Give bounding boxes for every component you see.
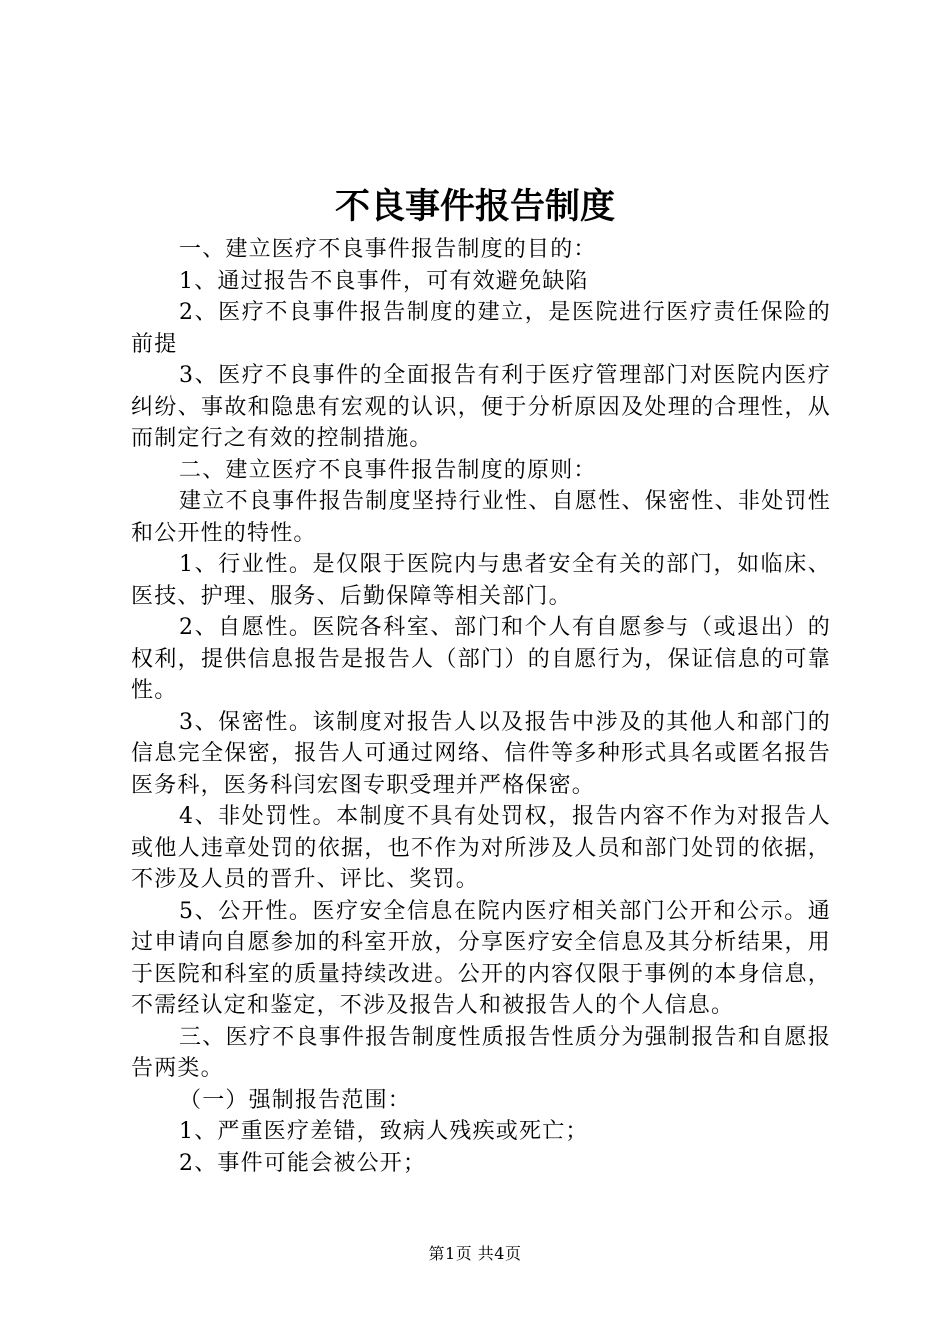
section-heading-purpose: 一、建立医疗不良事件报告制度的目的： <box>179 237 597 262</box>
page-indicator: 第1页 共4页 <box>428 1244 522 1263</box>
paragraph: 建立不良事件报告制度坚持行业性、自愿性、保密性、非处罚性和公开性的特性。 <box>131 489 831 546</box>
paragraph: 2、自愿性。医院各科室、部门和个人有自愿参与（或退出）的权利，提供信息报告是报告人（部门）的自愿行为，保证信息的可靠性。 <box>131 615 831 703</box>
document-body <box>131 234 831 1179</box>
paragraph: 3、医疗不良事件的全面报告有利于医疗管理部门对医院内医疗纠纷、事故和隐患有宏观的认识，便于分析原因及处理的合理性，从而制定行之有效的控制措施。 <box>131 363 831 451</box>
subsection-heading-mandatory: （一）强制报告范围： <box>179 1087 412 1113</box>
list-item: 1、严重医疗差错，致病人残疾或死亡； <box>179 1119 589 1144</box>
paragraph: 3、保密性。该制度对报告人以及报告中涉及的其他人和部门的信息完全保密，报告人可通过网络、信件等多种形式具名或匿名报告医务科，医务科闫宏图专职受理并严格保密。 <box>131 709 831 798</box>
paragraph: 1、行业性。是仅限于医院内与患者安全有关的部门，如临床、医技、护理、服务、后勤保障等相关部门。 <box>131 552 831 609</box>
paragraph: 4、非处罚性。本制度不具有处罚权，报告内容不作为对报告人或他人违章处罚的依据，也不作为对所涉及人员和部门处罚的依据，不涉及人员的晋升、评比、奖罚。 <box>131 804 831 892</box>
list-item: 2、事件可能会被公开； <box>179 1150 427 1176</box>
paragraph: 2、医疗不良事件报告制度的建立，是医院进行医疗责任保险的前提 <box>131 300 831 357</box>
paragraph: 1、通过报告不良事件，可有效避免缺陷 <box>179 268 589 294</box>
paragraph: 5、公开性。医疗安全信息在院内医疗相关部门公开和公示。通过申请向自愿参加的科室开放，分享医疗安全信息及其分析结果，用于医院和科室的质量持续改进。公开的内容仅限于事例的本身信息，不需经认定和鉴定，不涉及报告人和被报告人的个人信息。 <box>131 898 831 1018</box>
section-heading-nature: 三、医疗不良事件报告制度性质报告性质分为强制报告和自愿报告两类。 <box>131 1024 831 1081</box>
document-title: 不良事件报告制度 <box>334 186 615 227</box>
section-heading-principles: 二、建立医疗不良事件报告制度的原则： <box>179 457 597 483</box>
